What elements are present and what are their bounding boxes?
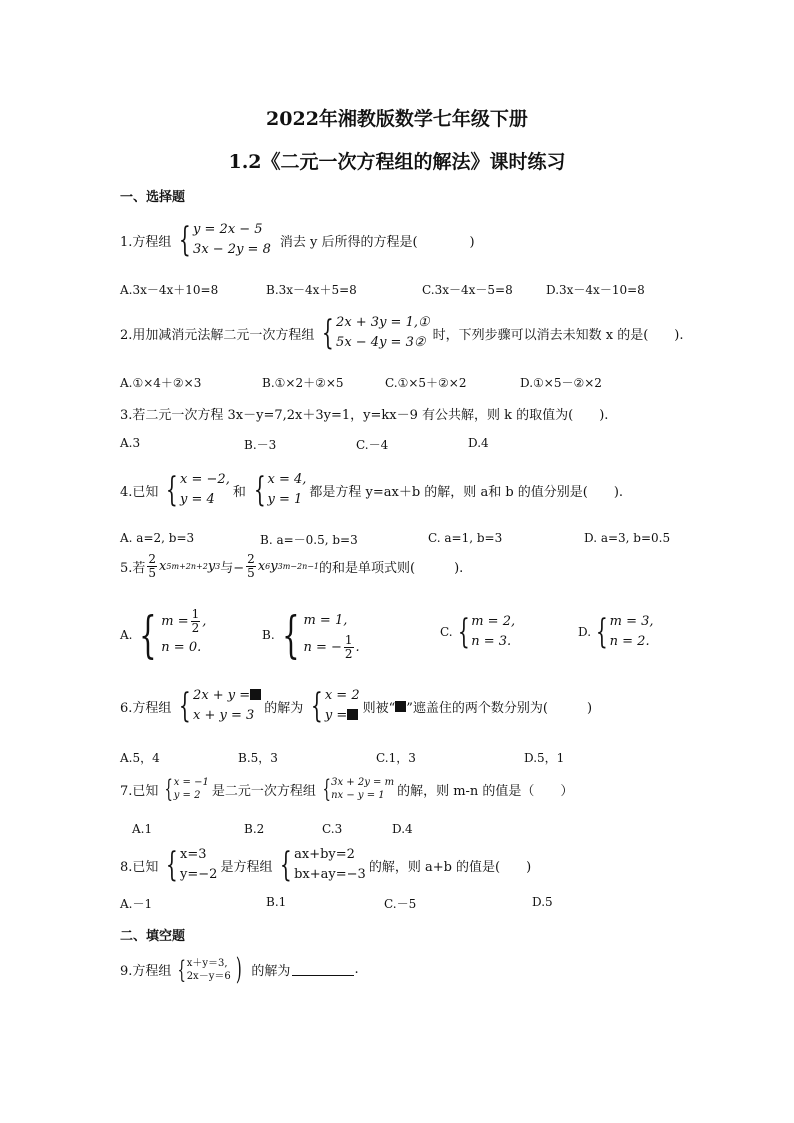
question-8-mid: 是方程组 — [220, 859, 273, 875]
question-7-solution — [161, 776, 208, 802]
question-6 — [120, 686, 592, 726]
option-c: C.－4 — [356, 438, 389, 452]
option-d: D. { m = 3, n = 2. — [578, 612, 654, 652]
question-5-stem: 的和是单项式则( ). — [319, 561, 464, 576]
option-c: C.①×5＋②×2 — [385, 376, 467, 390]
equation: y = 4 — [180, 492, 215, 507]
question-9-prefix: 9.方程组 — [120, 964, 172, 979]
question-1-stem: 消去 y 后所得的方程是( ) — [279, 234, 475, 250]
worksheet-subtitle: 1.2《二元一次方程组的解法》课时练习 — [228, 151, 566, 173]
question-2-prefix: 2.用加减消元法解二元一次方程组 — [120, 327, 315, 343]
equation: x＋y＝3, — [186, 957, 228, 969]
option-b: B.－3 — [244, 438, 277, 452]
equation: y = 1 — [267, 492, 303, 507]
option-c: C. { m = 2, n = 3. — [440, 612, 516, 652]
question-6-solution — [306, 686, 359, 726]
option-c: C. a=1, b=3 — [428, 531, 503, 545]
equation: 2x + y = — [193, 688, 251, 703]
equation: x = 4, — [267, 472, 307, 487]
question-5-conj: 与− — [220, 561, 245, 576]
fraction: $\frac{2}{5}$ — [148, 552, 157, 580]
brace-icon: { — [322, 775, 331, 803]
option-d: D.①×5－②×2 — [520, 376, 602, 390]
option-a: A. { m = $\frac{1}{2}$ , n = 0. — [120, 605, 207, 664]
question-2-stem: 时，下列步骤可以消去未知数 x 的是( ). — [432, 327, 684, 343]
option-d: D.4 — [392, 822, 413, 836]
option-a: A.3x－4x＋10=8 — [120, 283, 219, 297]
option-c: C.3 — [322, 822, 343, 836]
brace-icon: { — [179, 220, 192, 260]
brace-icon: { — [311, 686, 323, 726]
equation: 3x + 2y = m — [331, 777, 395, 788]
option-b: B.①×2＋②×5 — [262, 376, 344, 390]
brace-icon: { — [139, 605, 158, 664]
question-7 — [120, 776, 573, 802]
question-2 — [120, 313, 684, 353]
option-a: A.①×4＋②×3 — [120, 376, 202, 390]
equation: 2x + 3y = 1,① — [336, 315, 430, 330]
equation: y=−2 — [180, 867, 218, 882]
option-d: D.5 — [532, 895, 553, 909]
question-5-prefix: 5.若 — [120, 561, 146, 576]
equation: nx − y = 1 — [331, 790, 385, 801]
question-7-mid: 是二元一次方程组 — [211, 783, 316, 799]
option-d: D.3x－4x－10=8 — [546, 283, 645, 297]
equation: x = −1 — [173, 777, 209, 788]
fraction: $\frac{2}{5}$ — [247, 552, 255, 580]
brace-icon: { — [177, 955, 187, 984]
brace-icon: { — [179, 686, 192, 726]
equation: x + y = 3 — [193, 708, 255, 723]
question-6-prefix: 6.方程组 — [120, 700, 172, 716]
solution-a-system — [161, 470, 229, 510]
question-4 — [120, 470, 623, 510]
equation: x=3 — [180, 847, 207, 862]
solution-b-system — [249, 470, 307, 510]
option-b: B.2 — [244, 822, 265, 836]
question-7-prefix: 7.已知 — [120, 783, 159, 799]
question-6-stem-end: ”遮盖住的两个数分别为( ) — [406, 700, 593, 716]
equation: ax+by=2 — [294, 847, 355, 862]
question-9-stem: 的解为 — [251, 964, 291, 979]
question-7-stem: 的解，则 m-n 的值是（ ） — [397, 783, 574, 799]
equation: y = — [324, 708, 348, 723]
option-a: A.－1 — [120, 897, 153, 911]
option-b: B.1 — [266, 895, 287, 909]
option-d: D. a=3, b=0.5 — [584, 531, 671, 545]
section-choice-heading: 一、选择题 — [120, 190, 186, 205]
option-c: C.1，3 — [376, 751, 416, 765]
question-8-prefix: 8.已知 — [120, 859, 159, 875]
option-b: B. a=－0.5, b=3 — [260, 533, 358, 547]
brace-icon: { — [322, 313, 335, 353]
question-8 — [120, 845, 531, 885]
question-6-stem: 则被“ — [362, 700, 396, 716]
covered-box-icon — [250, 689, 261, 700]
covered-box-icon — [395, 701, 406, 712]
question-2-system — [317, 313, 429, 353]
equation: x = −2, — [180, 472, 230, 487]
option-c: C.3x－4x－5=8 — [422, 283, 513, 297]
answer-blank[interactable] — [292, 963, 354, 976]
option-d: D.5，1 — [524, 751, 565, 765]
question-4-prefix: 4.已知 — [120, 484, 159, 500]
question-7-system — [319, 776, 394, 802]
option-a: A.3 — [120, 436, 141, 450]
question-1 — [120, 220, 475, 260]
option-d: D.4 — [468, 436, 489, 450]
brace-icon: { — [253, 470, 266, 510]
option-a: A.1 — [132, 822, 153, 836]
question-6-system — [174, 686, 261, 726]
question-8-solution — [161, 845, 217, 885]
equation: 2x－y＝6 — [186, 970, 231, 982]
question-1-prefix: 1.方程组 — [120, 234, 172, 250]
question-3 — [120, 404, 608, 423]
question-4-conj: 和 — [232, 484, 246, 500]
question-5: 5.若 $\frac{2}{5}$ x 5m+2n+2 y 3 与− $\frac{2}{5}$ x 6 y 3m−2n−1 的和是单项式则( ). — [120, 552, 464, 580]
question-3-stem: 3.若二元一次方程 3x－y=7,2x＋3y=1，y=kx－9 有公共解，则 k 的取值为( ). — [120, 408, 609, 423]
question-8-stem: 的解，则 a+b 的值是( ) — [368, 859, 532, 875]
equation: x = 2 — [324, 688, 360, 703]
close-paren-icon: ) — [235, 952, 242, 987]
brace-icon: { — [457, 612, 470, 652]
brace-icon: { — [595, 612, 608, 652]
question-9-system — [174, 952, 244, 987]
worksheet-title: 2022年湘教版数学七年级下册 — [266, 108, 528, 130]
brace-icon: { — [281, 605, 300, 664]
equation: y = 2x − 5 — [193, 222, 263, 237]
option-a: A.5，4 — [120, 751, 160, 765]
question-9: 9.方程组 { x＋y＝3, 2x－y＝6 ) 的解为 . — [120, 952, 359, 987]
option-b: B.5，3 — [238, 751, 278, 765]
brace-icon: { — [166, 470, 179, 510]
question-1-system — [174, 220, 270, 260]
equation: bx+ay=−3 — [294, 867, 366, 882]
option-a: A. a=2, b=3 — [120, 531, 195, 545]
question-4-stem: 都是方程 y=ax＋b 的解，则 a和 b 的值分别是( ). — [309, 484, 624, 500]
covered-box-icon — [347, 709, 358, 720]
equation: 5x − 4y = 3② — [336, 335, 426, 350]
section-fill-heading: 二、填空题 — [120, 929, 186, 944]
brace-icon: { — [280, 845, 293, 885]
question-8-system — [275, 845, 365, 885]
brace-icon: { — [166, 845, 179, 885]
equation: 3x − 2y = 8 — [193, 242, 271, 257]
option-b: B. { m = 1, n = − $\frac{1}{2}$ . — [262, 605, 360, 664]
equation: y = 2 — [173, 790, 201, 801]
option-b: B.3x－4x＋5=8 — [266, 283, 357, 297]
question-5-options — [120, 606, 680, 666]
question-6-mid: 的解为 — [264, 700, 304, 716]
option-c: C.－5 — [384, 897, 417, 911]
brace-icon: { — [164, 775, 174, 803]
